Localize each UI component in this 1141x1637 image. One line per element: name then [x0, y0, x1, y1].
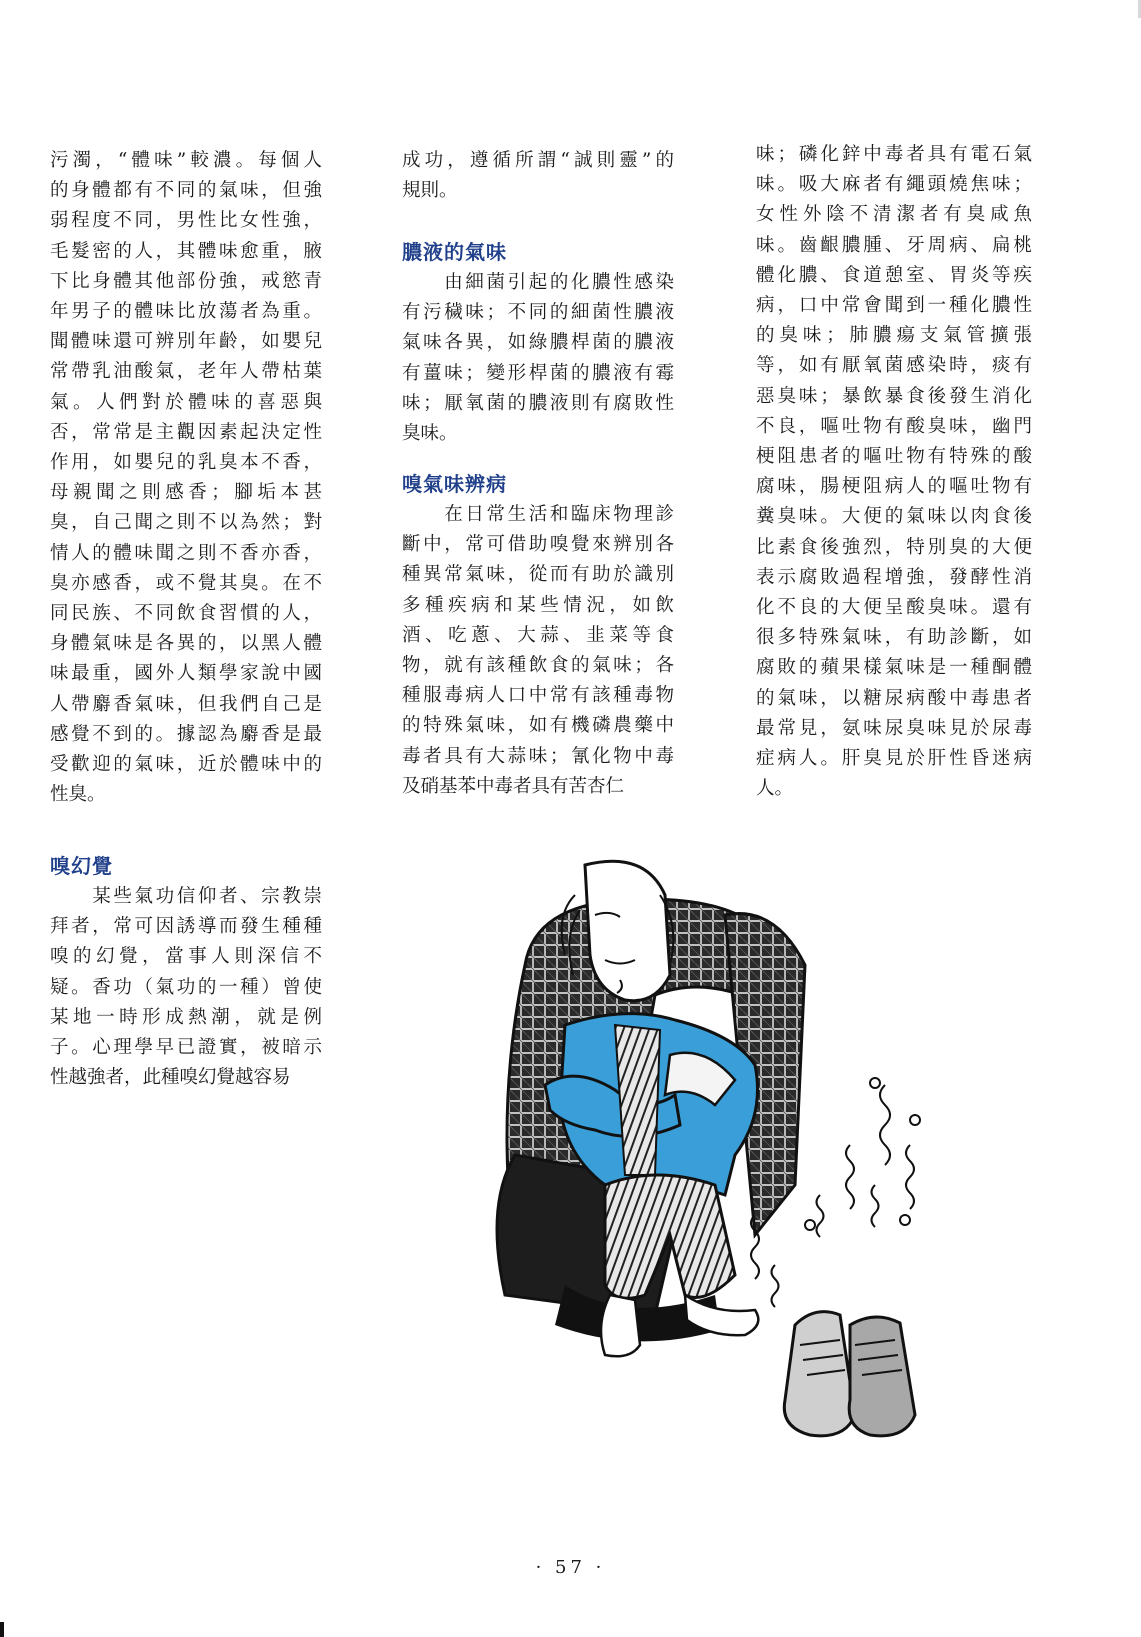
text-line: 比素食後強烈，特別臭的大便 [756, 536, 1032, 558]
text-line: 病，口中常會聞到一種化膿性 [756, 295, 1032, 317]
text-line: 毛髮密的人，其體味愈重，腋 [50, 240, 322, 262]
text-line: 的氣味，以糖尿病酸中毒患者 [756, 687, 1032, 709]
text-line: 污濁，“體味”較濃。每個人 [50, 150, 322, 171]
crop-mark [0, 1622, 4, 1637]
text-line: 拜者，常可因誘導而發生種種 [50, 916, 322, 938]
text-line: 同民族、不同飲食習慣的人， [50, 603, 322, 625]
text-line: 斷中，常可借助嗅覺來辨別各 [402, 534, 674, 556]
text-line: 物，就有該種飲食的氣味；各 [402, 655, 674, 677]
text-line: 及硝基苯中毒者具有苦杏仁 [402, 775, 625, 797]
text-line: 味。吸大麻者有繩頭燒焦味； [756, 174, 1032, 196]
text-line: 情人的體味聞之則不香亦香， [50, 542, 322, 564]
text-line: 氣。人們對於體味的喜惡與 [50, 391, 322, 413]
text-line: 腐味，腸梗阻病人的嘔吐物有 [756, 476, 1032, 498]
text-line: 臭，自己聞之則不以為然；對 [50, 512, 322, 534]
text-line: 聞體味還可辨別年齡，如嬰兒 [50, 331, 322, 353]
text-line: 不良，嘔吐物有酸臭味，幽門 [756, 415, 1032, 437]
text-line: 女性外陰不清潔者有臭咸魚 [756, 204, 1032, 226]
text-line: 最常見，氨味尿臭味見於尿毒 [756, 717, 1032, 739]
heading-olfactory-hallucination: 嗅幻覺 [50, 854, 113, 878]
boots [784, 1312, 915, 1436]
page-number: · 57 · [535, 1557, 606, 1578]
text-line: 多種疾病和某些情況，如飲 [402, 594, 674, 616]
paragraph-olfactory-hallucination [50, 882, 322, 1093]
text-line: 種異常氣味，從而有助於識別 [402, 564, 674, 586]
text-line: 的身體都有不同的氣味，但強 [50, 180, 322, 202]
text-line: 味；厭氧菌的膿液則有腐敗性 [402, 392, 674, 414]
text-line: 糞臭味。大便的氣味以肉食後 [756, 506, 1032, 528]
text-line: 酒、吃蔥、大蒜、韭菜等食 [402, 624, 674, 646]
text-line: 腐敗的蘋果樣氣味是一種酮體 [756, 657, 1032, 679]
text-line: 受歡迎的氣味，近於體味中的 [50, 754, 322, 776]
text-line: 味最重，國外人類學家說中國 [50, 663, 322, 685]
text-line: 人。 [756, 778, 794, 800]
text-line: 氣味各異，如綠膿桿菌的膿液 [402, 332, 674, 354]
smelly-feet-illustration [455, 855, 1055, 1495]
text-line: 味。齒齦膿腫、牙周病、扁桃 [756, 234, 1032, 256]
text-line: 人帶麝香氣味，但我們自己是 [50, 693, 322, 715]
text-line: 症病人。肝臭見於肝性昏迷病 [756, 748, 1032, 770]
column-3-text [756, 140, 1032, 804]
text-line: 某地一時形成熱潮，就是例 [50, 1006, 322, 1028]
text-line: 有污穢味；不同的細菌性膿液 [402, 302, 674, 324]
text-line: 性越強者，此種嗅幻覺越容易 [50, 1067, 291, 1089]
heading-odor-diagnosis: 嗅氣味辨病 [402, 472, 507, 496]
text-line: 嗅的幻覺，當事人則深信不 [50, 946, 322, 968]
text-line: 很多特殊氣味，有助診斷，如 [756, 627, 1032, 649]
text-line: 身體氣味是各異的，以黑人體 [50, 633, 322, 655]
text-line: 的臭味；肺膿瘍支氣管擴張 [756, 325, 1032, 347]
text-line: 成功，遵循所謂“誠則靈”的 [402, 150, 674, 171]
text-line: 性臭。 [50, 784, 106, 806]
text-line: 下比身體其他部份強，戒慾青 [50, 270, 322, 292]
column-2-text [402, 146, 674, 206]
text-line: 等，如有厭氧菌感染時，痰有 [756, 355, 1032, 377]
text-line: 規則。 [402, 180, 458, 202]
text-line: 梗阻患者的嘔吐物有特殊的酸 [756, 446, 1032, 468]
text-line: 臭亦感香，或不覺其臭。在不 [50, 572, 322, 594]
text-line: 味；磷化鋅中毒者具有電石氣 [756, 144, 1032, 165]
text-line: 某些氣功信仰者、宗教崇 [50, 886, 322, 907]
text-line: 疑。香功（氣功的一種）曾使 [50, 976, 322, 998]
text-line: 有薑味；變形桿菌的膿液有霉 [402, 362, 674, 384]
text-line: 種服毒病人口中常有該種毒物 [402, 685, 674, 707]
text-line: 母親聞之則感香；腳垢本甚 [50, 482, 322, 504]
text-line: 在日常生活和臨床物理診 [402, 504, 674, 525]
text-line: 作用，如嬰兒的乳臭本不香， [50, 452, 322, 474]
text-line: 由細菌引起的化膿性感染 [402, 272, 674, 293]
text-line: 弱程度不同，男性比女性強， [50, 210, 322, 232]
paragraph-pus-odor [402, 268, 674, 449]
text-line: 臭味。 [402, 423, 458, 445]
text-line: 年男子的體味比放蕩者為重。 [50, 301, 322, 323]
text-line: 常帶乳油酸氣，老年人帶枯葉 [50, 361, 322, 383]
text-line: 否，常常是主觀因素起決定性 [50, 421, 322, 443]
text-line: 毒者具有大蒜味；氰化物中毒 [402, 745, 674, 767]
text-line: 惡臭味；暴飲暴食後發生消化 [756, 385, 1032, 407]
text-line: 子。心理學早已證實，被暗示 [50, 1037, 322, 1059]
paragraph-odor-diagnosis [402, 500, 674, 802]
text-line: 體化膿、食道憩室、胃炎等疾 [756, 264, 1032, 286]
heading-pus-odor: 膿液的氣味 [402, 240, 507, 264]
text-line: 表示腐敗過程增強，發酵性消 [756, 566, 1032, 588]
text-line: 感覺不到的。據認為麝香是最 [50, 723, 322, 745]
text-line: 化不良的大便呈酸臭味。還有 [756, 597, 1032, 619]
text-line: 的特殊氣味，如有機磷農藥中 [402, 715, 674, 737]
column-1-text [50, 146, 322, 810]
